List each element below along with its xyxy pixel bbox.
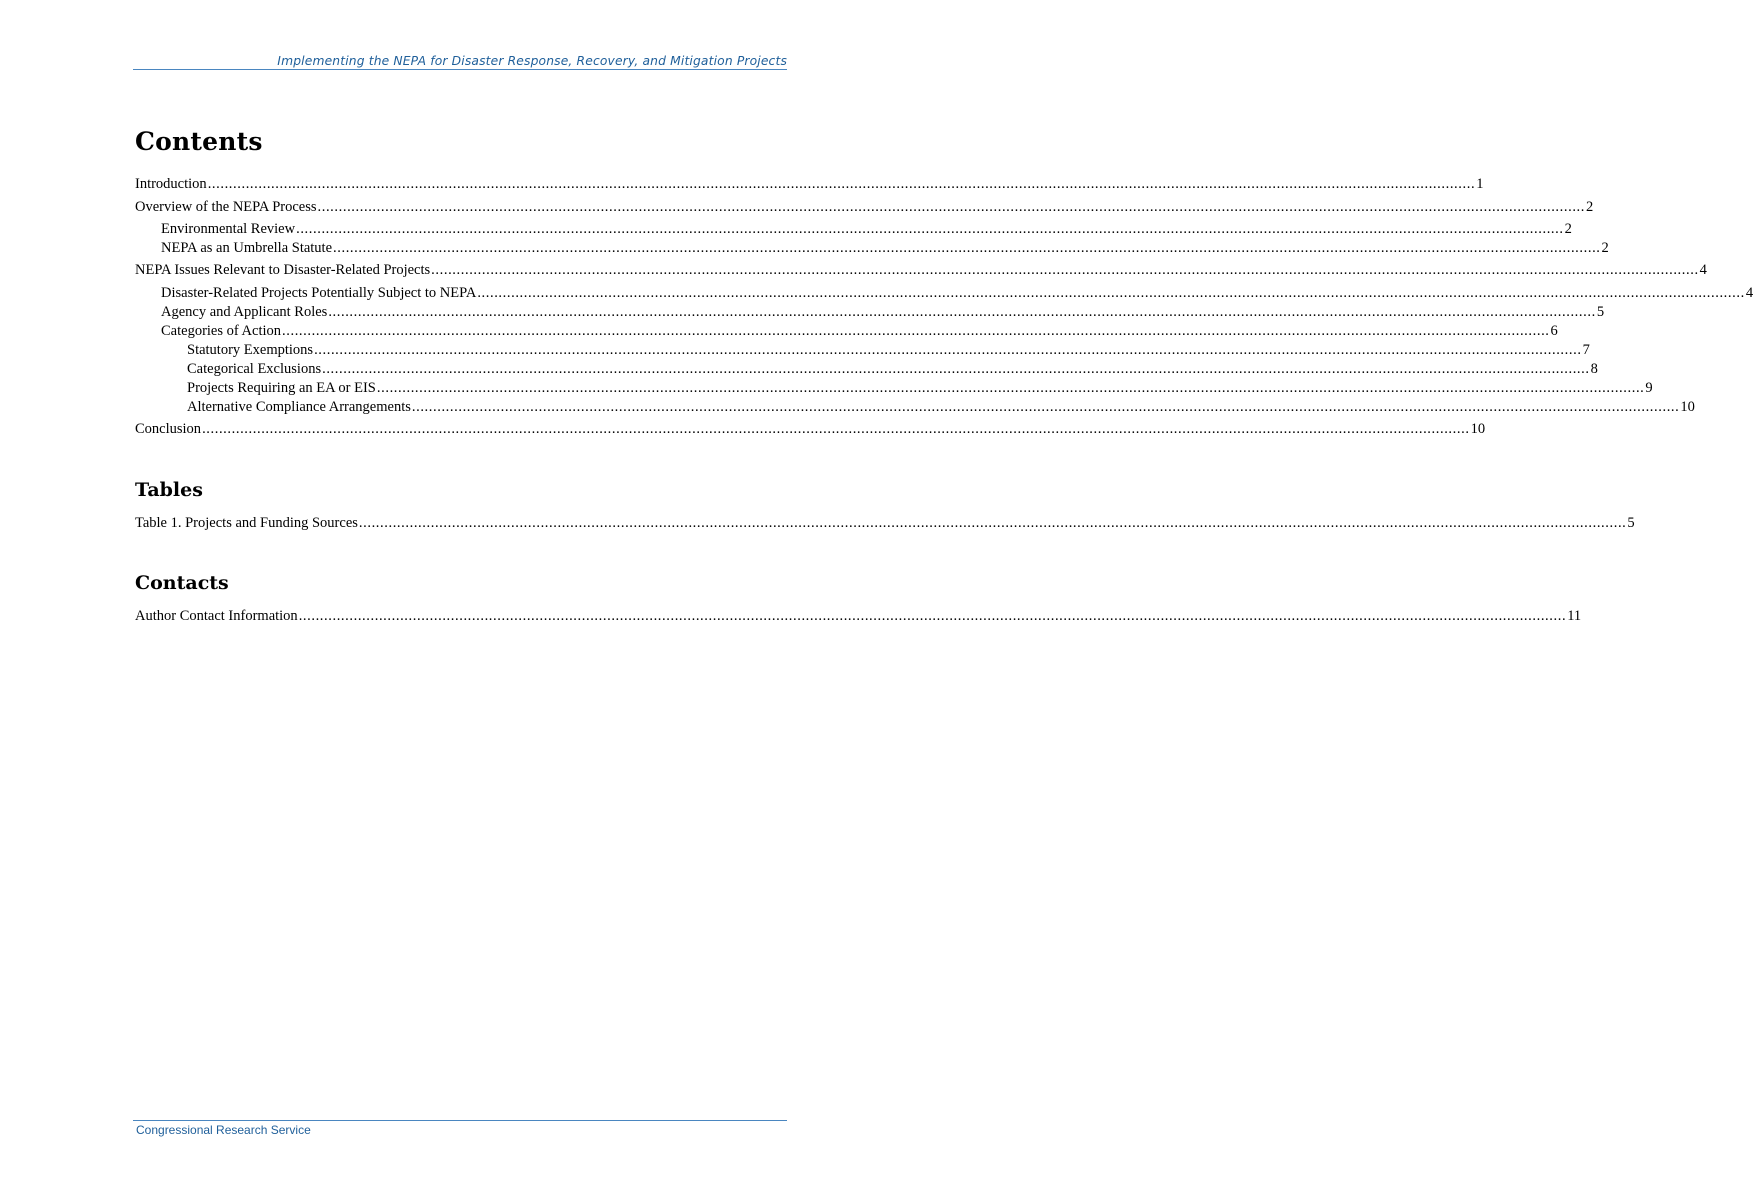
toc-entry-page: 7 [1582,342,1590,358]
toc-entry-page: 11 [1567,608,1582,624]
footer-text: Congressional Research Service [136,1123,311,1137]
toc-entry[interactable] [187,341,1590,359]
toc-entry[interactable] [187,379,1653,397]
footer-rule [133,1120,787,1121]
toc-entry[interactable] [187,360,1598,378]
toc-entry[interactable] [161,322,1558,340]
toc-entry-title: Alternative Compliance Arrangements [187,399,411,415]
toc-entry-title: Categories of Action [161,323,282,339]
toc-leader: ............................................................................................................................................................................................................................................................................................................ [296,221,1564,237]
toc-entry-title: Categorical Exclusions [187,361,322,377]
header-rule [133,69,787,70]
toc-leader: ............................................................................................................................................................................................................................................................................................................ [202,421,1470,437]
toc-entry-title: Introduction [135,176,207,192]
toc-entry-title: NEPA Issues Relevant to Disaster-Related Projects [135,262,431,278]
toc-entry-title: Projects Requiring an EA or EIS [187,380,376,396]
toc-leader: ............................................................................................................................................................................................................................................................................................................ [317,199,1585,215]
toc-entry-page: 9 [1645,380,1653,396]
toc-entry[interactable] [161,220,1572,238]
table-list-entry[interactable] [135,514,1635,532]
toc-entry-page: 6 [1550,323,1558,339]
toc-entry[interactable] [135,198,1594,216]
toc-leader: ............................................................................................................................................................................................................................................................................................................ [411,399,1680,415]
toc-leader: ............................................................................................................................................................................................................................................................................................................ [376,380,1645,396]
toc-leader: ............................................................................................................................................................................................................................................................................................................ [431,262,1699,278]
toc-entry-page: 4 [1745,285,1753,301]
toc-entry-page: 10 [1470,421,1486,437]
toc-leader: ............................................................................................................................................................................................................................................................................................................ [328,304,1596,320]
toc-entry-page: 2 [1586,199,1594,215]
toc-leader: ............................................................................................................................................................................................................................................................................................................ [333,240,1601,256]
toc-entry-title: NEPA as an Umbrella Statute [161,240,333,256]
toc-entry-page: 8 [1590,361,1598,377]
toc-leader: ............................................................................................................................................................................................................................................................................................................ [477,285,1745,301]
toc-entry-title: Environmental Review [161,221,296,237]
toc-entry[interactable] [161,284,1753,302]
toc-entry-page: 5 [1596,304,1605,320]
contacts-heading: Contacts [135,572,229,594]
toc-entry-title: Overview of the NEPA Process [135,199,317,215]
toc-leader: ............................................................................................................................................................................................................................................................................................................ [298,608,1567,624]
toc-entry[interactable] [135,420,1486,438]
toc-entry-title: Author Contact Information [135,608,298,624]
toc-entry[interactable] [161,239,1609,257]
toc-entry-title: Statutory Exemptions [187,342,314,358]
toc-entry-title: Conclusion [135,421,202,437]
toc-entry-page: 10 [1680,399,1695,415]
toc-leader: ............................................................................................................................................................................................................................................................................................................ [282,323,1550,339]
contents-heading: Contents [135,127,263,156]
toc-entry[interactable] [135,175,1484,193]
contact-list-entry[interactable] [135,607,1582,625]
toc-leader: ............................................................................................................................................................................................................................................................................................................ [322,361,1590,377]
toc-entry[interactable] [135,261,1707,279]
tables-heading: Tables [135,479,203,501]
toc-leader: ............................................................................................................................................................................................................................................................................................................ [314,342,1582,358]
toc-entry-page: 2 [1564,221,1572,237]
running-header: Implementing the NEPA for Disaster Response, Recovery, and Mitigation Projects [277,54,787,68]
toc-entry-page: 2 [1601,240,1609,256]
toc-entry-page: 4 [1699,262,1707,278]
toc-leader: ............................................................................................................................................................................................................................................................................................................ [207,176,1476,192]
toc-entry-title: Agency and Applicant Roles [161,304,328,320]
toc-entry[interactable] [187,398,1695,416]
toc-entry[interactable] [161,303,1605,321]
toc-entry-title: Table 1. Projects and Funding Sources [135,515,358,531]
toc-entry-title: Disaster-Related Projects Potentially Subject to NEPA [161,285,477,301]
toc-entry-page: 5 [1627,515,1635,531]
toc-entry-page: 1 [1476,176,1484,192]
toc-leader: ............................................................................................................................................................................................................................................................................................................ [358,515,1627,531]
